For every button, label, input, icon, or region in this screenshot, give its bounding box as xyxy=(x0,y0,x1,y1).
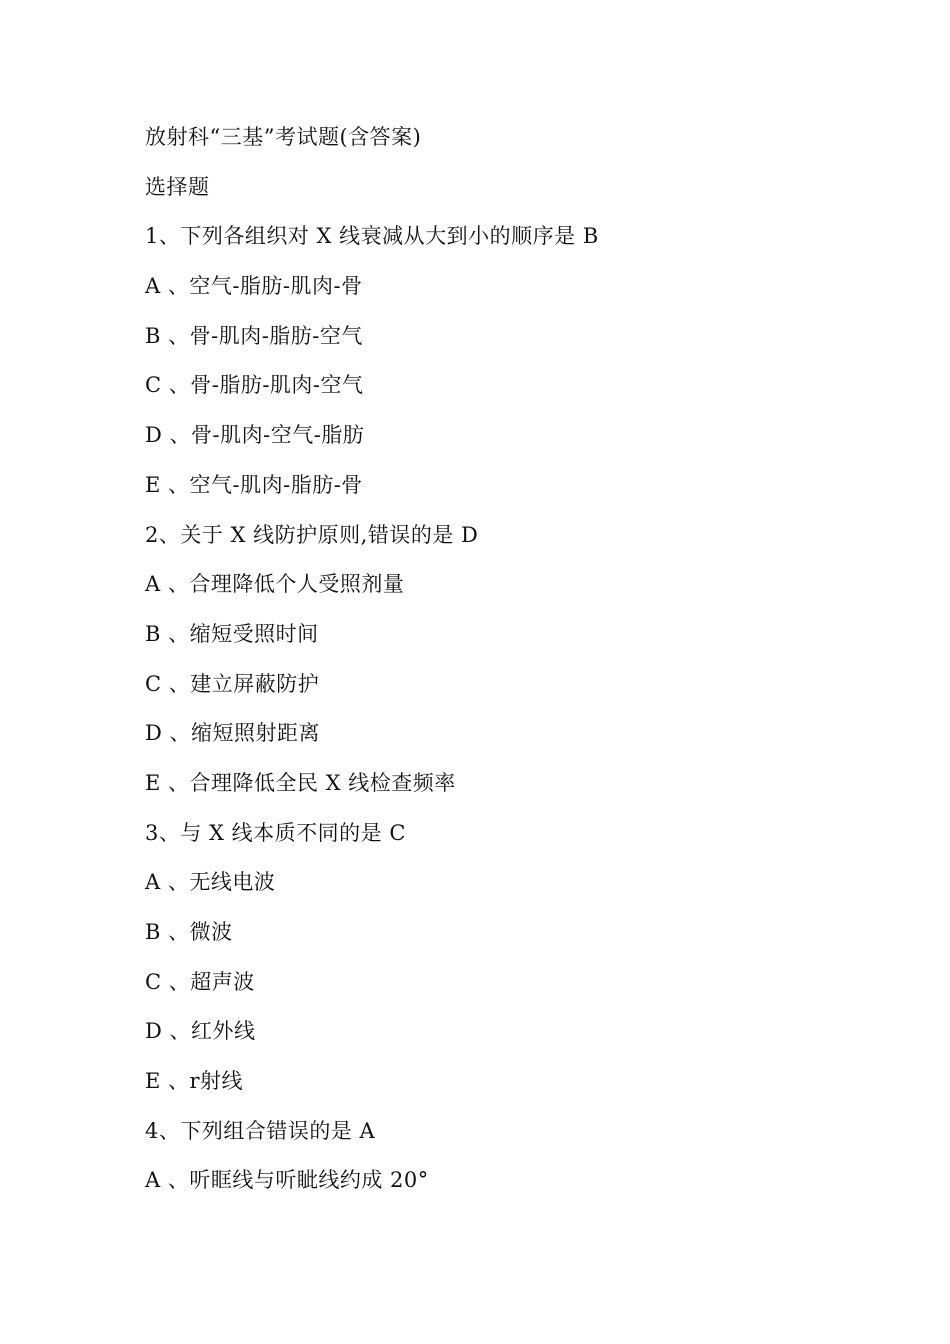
document-title: 放射科“三基”考试题(含答案) xyxy=(145,125,422,149)
answer-option: E 、空气-肌肉-脂肪-骨 xyxy=(145,472,363,497)
answer-option: C 、超声波 xyxy=(145,969,255,994)
answer-option: D 、缩短照射距离 xyxy=(145,721,321,746)
question-stem: 4、下列组合错误的是 A xyxy=(145,1118,376,1143)
answer-option: B 、缩短受照时间 xyxy=(145,621,319,646)
answer-option: A 、合理降低个人受照剂量 xyxy=(145,572,405,597)
document-body xyxy=(145,123,905,1216)
answer-option: C 、骨-脂肪-肌肉-空气 xyxy=(145,373,364,398)
question-stem: 1、下列各组织对 X 线衰减从大到小的顺序是 B xyxy=(145,224,599,249)
answer-option: E 、r射线 xyxy=(145,1069,244,1094)
answer-option: B 、微波 xyxy=(145,920,233,944)
answer-option: B 、骨-肌肉-脂肪-空气 xyxy=(145,323,363,348)
question-stem: 3、与 X 线本质不同的是 C xyxy=(145,820,406,845)
answer-option: C 、建立屏蔽防护 xyxy=(145,671,320,696)
section-heading: 选择题 xyxy=(145,174,210,199)
answer-option: A 、听眶线与听眦线约成 20° xyxy=(145,1168,429,1193)
answer-option: E 、合理降低全民 X 线检查频率 xyxy=(145,770,456,795)
answer-option: D 、红外线 xyxy=(145,1019,256,1044)
question-stem: 2、关于 X 线防护原则,错误的是 D xyxy=(145,522,479,547)
answer-option: A 、空气-脂肪-肌肉-骨 xyxy=(145,274,363,299)
answer-option: A 、无线电波 xyxy=(145,870,276,895)
answer-option: D 、骨-肌肉-空气-脂肪 xyxy=(145,423,365,448)
